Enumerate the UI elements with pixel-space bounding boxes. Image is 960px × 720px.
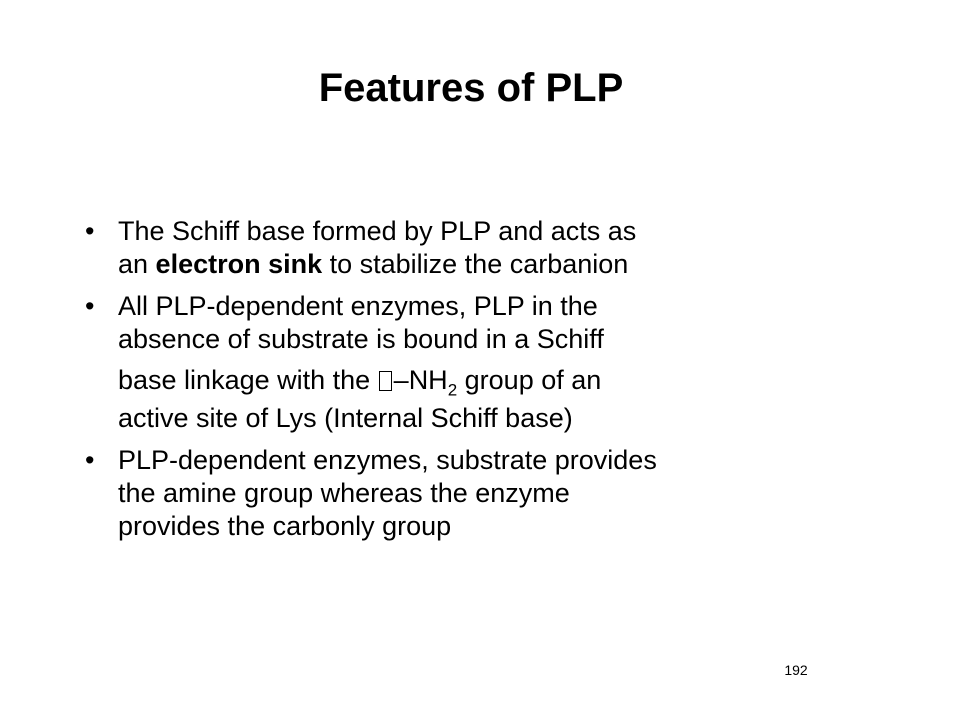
bullet-1-line-2-pre: an	[118, 249, 156, 279]
bullet-2-line-3	[118, 358, 880, 402]
bullet-1-line-1: The Schiff base formed by PLP and acts as	[118, 216, 637, 246]
bullet-3-line-1: PLP-dependent enzymes, substrate provides	[118, 445, 657, 475]
bullet-3-line-3: provides the carbonly group	[118, 511, 452, 541]
amine-subscript: 2	[447, 380, 458, 400]
missing-glyph-icon	[379, 371, 392, 391]
bullet-2-line-1: All PLP-dependent enzymes, PLP in the	[118, 291, 598, 321]
amine-group-text: –NH	[393, 365, 448, 395]
bullet-marker: •	[85, 216, 95, 246]
slide-title: Features of PLP	[318, 66, 624, 110]
bullet-marker: •	[85, 445, 95, 475]
bullet-1-line-2-post: to stabilize the carbanion	[322, 249, 629, 279]
bullet-1-emphasis: electron sink	[155, 249, 323, 279]
bullet-3-line-2: the amine group whereas the enzyme	[118, 478, 570, 508]
bullet-2-line-2: absence of substrate is bound in a Schiff	[118, 324, 604, 354]
bullet-list	[80, 215, 880, 552]
bullet-marker: •	[85, 291, 95, 321]
page-number: 192	[784, 662, 808, 678]
bullet-item-1	[80, 215, 880, 281]
bullet-1-line-2	[118, 248, 880, 281]
bullet-item-3	[80, 444, 880, 543]
bullet-2-line-3-pre: base linkage with the	[118, 365, 378, 395]
bullet-2-line-3-post: group of an	[457, 365, 602, 395]
bullet-item-2	[80, 290, 880, 435]
bullet-2-line-4: active site of Lys (Internal Schiff base)	[118, 403, 573, 433]
